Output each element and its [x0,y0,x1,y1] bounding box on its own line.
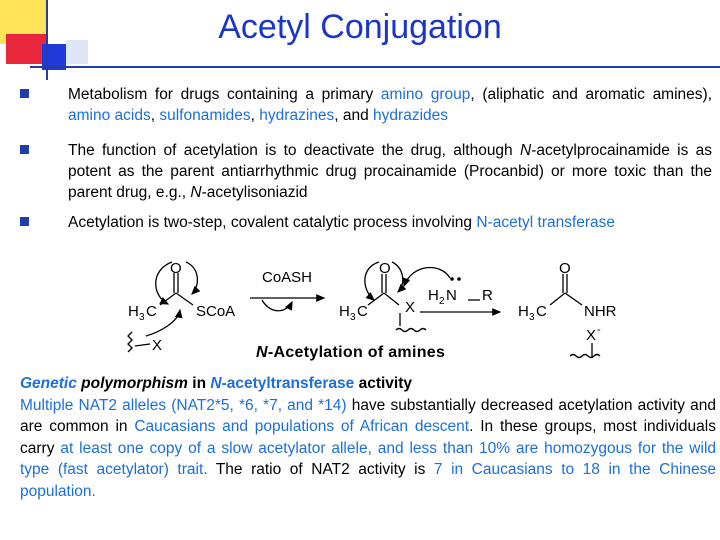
scheme-caption: N-Acetylation of amines [256,344,446,361]
mol2-h: H [339,303,350,320]
mol1-c: C [146,303,157,320]
bullet-text: The function of acetylation is to deactivate the drug, although N-acetylprocainamide is as potent as the parent antiarrhythmic drug procainamide (Procanbid) or more toxic than the parent drug, e.g., N-acetylisoniazid [68,142,713,201]
section-body: Multiple NAT2 alleles (NAT2*5, *6, *7, and *14) have substantially decreased acetylation activity and are common in Caucasians and populations of African descent. In these groups, most individuals carry at least one copy of a slow acetylator allele, and less than 10% are homozygous for the wild type (fast acetylator) trait. The ratio of NAT2 activity is 7 in Caucasians to 18 in the Chinese population. [20,396,717,500]
section-heading: Genetic polymorphism in N-acetyltransferase activity [20,375,412,392]
mol3-nhr: NHR [584,303,617,320]
amine-subscript: 2 [439,296,445,307]
bullet-text: Metabolism for drugs containing a primary amino group, (aliphatic and aromatic amines), amino acids, sulfonamides, hydrazines, and hydrazides [68,86,713,124]
mol3-subscript: 3 [529,312,535,323]
mol1-scoa: SCoA [196,303,236,320]
amine-r: R [482,287,493,304]
mol3-x: X [586,327,597,344]
page-title: Acetyl Conjugation [218,8,502,46]
mol1-subscript: 3 [139,312,145,323]
mol1-oxygen: O [170,260,182,277]
bullet-text: Acetylation is two-step, covalent catalytic process involving N-acetyl transferase [68,214,616,231]
mol3-oxygen: O [559,260,571,277]
mol2-x: X [405,299,416,316]
coash-label: CoASH [262,269,313,286]
mol3-h: H [518,303,529,320]
polymorphism-section [20,373,716,502]
mol2-oxygen: O [379,260,391,277]
mol1-h: H [128,303,139,320]
mol1-x: X [152,337,163,354]
mol3-c: C [536,303,547,320]
mol3-charge: - [597,324,601,336]
mol2-c: C [357,303,368,320]
amine-n: N [446,287,457,304]
amine-h: H [428,287,439,304]
mol2-subscript: 3 [350,312,356,323]
